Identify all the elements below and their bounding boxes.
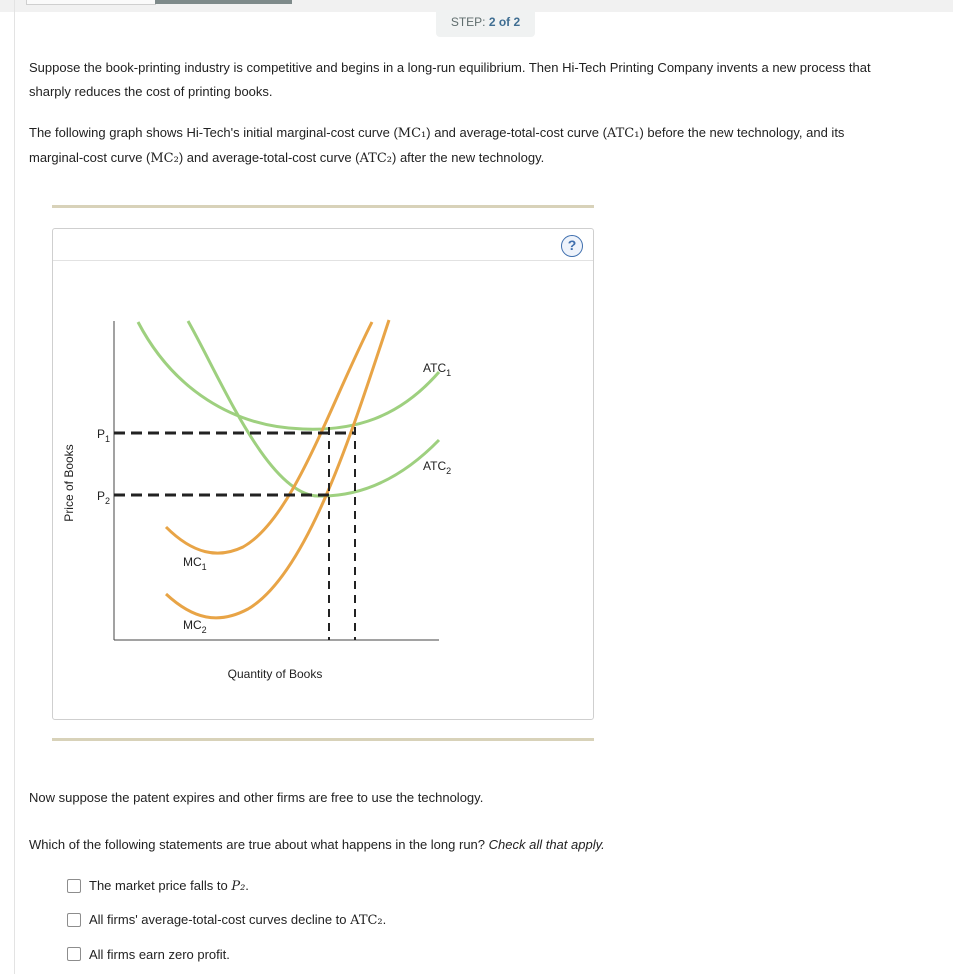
cost-curves-graph [53,229,593,719]
option-label: All firms earn zero profit. [89,946,230,962]
math-atc1: ATC₁ [606,126,640,141]
text-fragment: ) and average-total-cost curve ( [178,150,360,165]
mc1-curve [166,322,372,553]
question-text [29,833,929,857]
question-main: Which of the following statements are true about what happens in the long run? [29,837,486,852]
atc2-label: $ATC_2$ [423,459,452,476]
text-fragment: . [382,912,387,927]
intro-line-2: sharply reduces the cost of printing books. [29,84,273,99]
step-value: 2 of 2 [488,15,521,29]
atc1-curve [138,322,439,429]
option-market-price[interactable] [67,876,249,896]
step-prefix: STEP: [450,15,486,29]
math-mc1: MC₁ [397,126,427,141]
step-tab-1[interactable] [26,0,156,5]
option-atc-decline[interactable] [67,910,386,930]
step-tab-2[interactable] [155,0,292,4]
text-fragment: The market price falls to [89,878,232,893]
atc1-label: $ATC_1$ [423,361,452,378]
text-fragment: ) and average-total-cost curve ( [426,125,607,140]
text-fragment: . [245,878,249,893]
math-atc2: ATC₂ [359,151,393,166]
graph-intro-line-1 [29,121,929,146]
followup-text: Now suppose the patent expires and other firms are free to use the technology. [29,790,484,805]
y-axis-label: Price of Books [62,444,76,522]
option-label [89,878,249,894]
p2-label: $P_2$ [97,489,111,506]
help-icon[interactable]: ? [561,235,583,257]
option-label [89,912,386,928]
mc2-label: $MC_2$ [183,618,207,635]
text-fragment: ) after the new technology. [392,150,545,165]
question-hint: Check all that apply. [488,837,605,852]
step-indicator [436,10,535,37]
graph-intro-paragraph [29,121,929,171]
graph-top-rule [52,205,594,208]
intro-paragraph [29,56,929,104]
checkbox[interactable] [67,913,81,927]
p1-label: $P_1$ [97,427,111,444]
graph-panel [52,228,594,720]
mc1-label: $MC_1$ [183,555,207,572]
text-fragment: All firms' average-total-cost curves decline to [89,912,351,927]
math-atc2: ATC₂ [350,913,383,928]
text-fragment: marginal-cost curve ( [29,150,151,165]
left-border [14,0,15,974]
intro-line-1: Suppose the book-printing industry is competitive and begins in a long-run equilibrium. Then Hi-Tech Printing Company invents a new process that [29,60,871,75]
option-zero-profit[interactable] [67,944,230,964]
checkbox[interactable] [67,879,81,893]
checkbox[interactable] [67,947,81,961]
math-mc2: MC₂ [150,151,179,166]
x-axis-label: Quantity of Books [227,667,323,681]
graph-bottom-rule [52,738,594,741]
text-fragment: ) before the new technology, and its [639,125,845,140]
math-p2: P₂ [231,879,246,894]
graph-intro-line-2 [29,146,929,171]
atc2-curve [188,321,439,496]
text-fragment: The following graph shows Hi-Tech's initial marginal-cost curve ( [29,125,398,140]
